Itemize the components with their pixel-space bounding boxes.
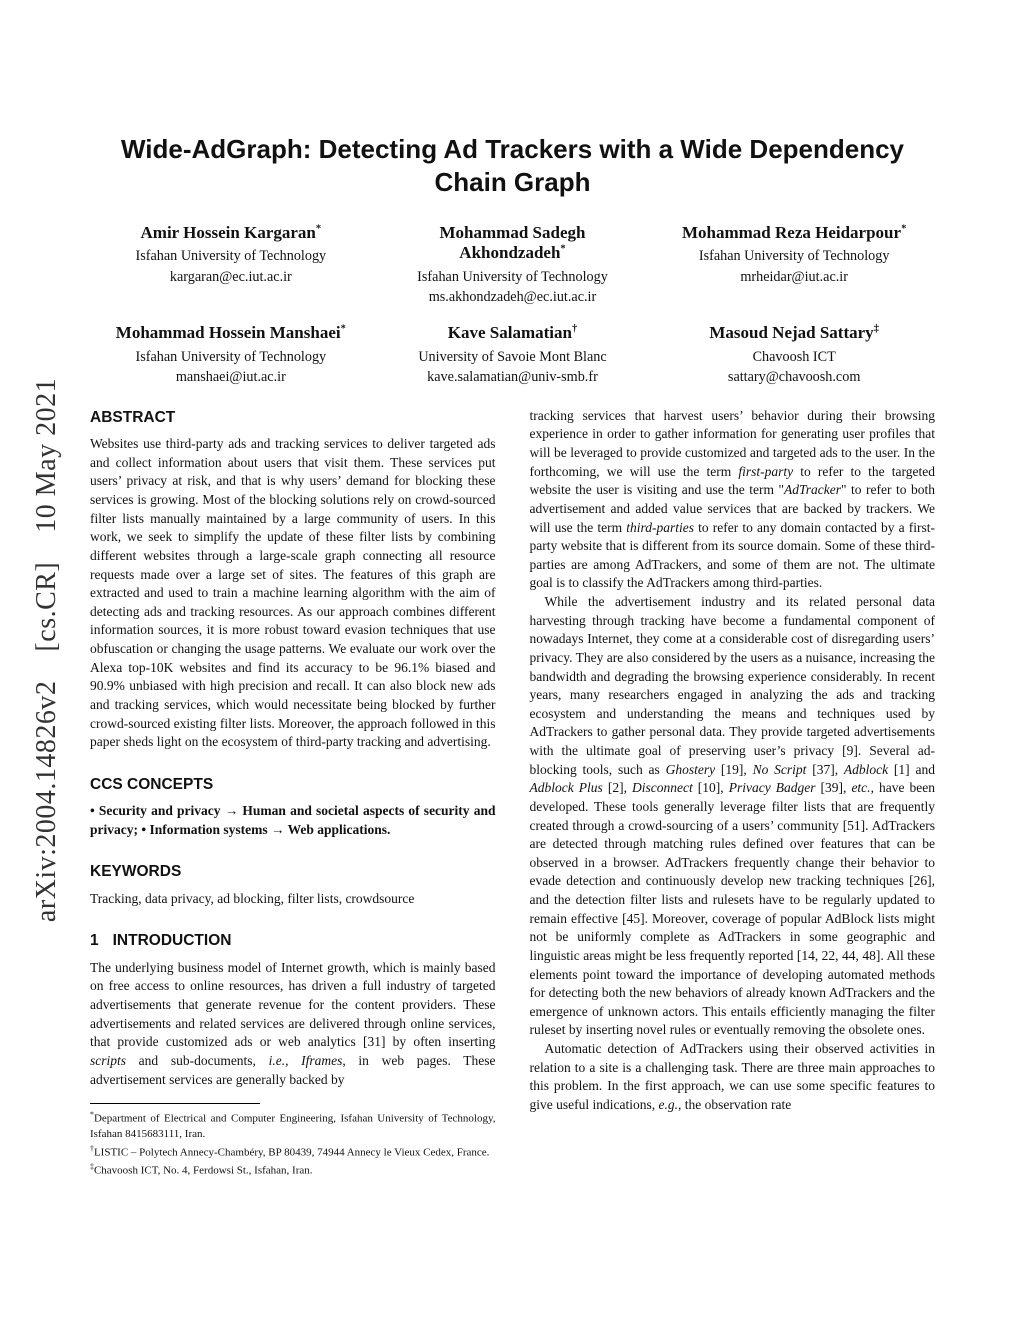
author-block-4 — [90, 323, 372, 387]
author-marker: * — [560, 243, 566, 255]
right-paragraph-1: tracking services that harvest users’ behavior during their browsing experience in order to gather information for generating user profiles that will be leveraged to provide customized and targeted ads to the user. In the forthcoming, we will use the term first-party to refer to the targeted website the user is visiting and use the term "AdTracker" to refer to both advertisement and added value services that are backed by trackers. We will use the term third-parties to refer to any domain contacted by a first-party website that is different from its source domain. Some of these third-parties are among AdTrackers, and some of them are not. The ultimate goal is to classify the AdTrackers among third-parties. — [529, 407, 935, 591]
footnote-chavoosh: ‡Chavoosh ICT, No. 4, Ferdowsi St., Isfahan, Iran. — [90, 1161, 313, 1177]
footnote-marker: ‡ — [90, 1161, 94, 1171]
introduction-heading — [90, 930, 496, 951]
ccs-concepts-text: • Security and privacy → Human and societal aspects of security and privacy; • Information systems → Web applications. — [90, 803, 496, 837]
author-affiliation: Chavoosh ICT — [752, 348, 836, 365]
author-block-1 — [90, 223, 372, 307]
author-marker: * — [901, 223, 907, 235]
author-email: manshaei@iut.ac.ir — [175, 368, 286, 385]
author-affiliation: Isfahan University of Technology — [698, 248, 890, 265]
footnote-listic: †LISTIC – Polytech Annecy-Chambéry, BP 80439, 74944 Annecy le Vieux Cedex, France. — [90, 1143, 490, 1159]
author-name: Mohammad Sadegh Akhondzadeh* — [439, 223, 586, 263]
author-name: Masoud Nejad Sattary‡ — [709, 323, 879, 343]
keywords-text: Tracking, data privacy, ad blocking, filter lists, crowdsource — [90, 890, 415, 906]
author-email: kargaran@ec.iut.ac.ir — [169, 268, 292, 285]
author-block-6 — [653, 323, 935, 387]
author-email: kave.salamatian@univ-smb.fr — [427, 368, 598, 385]
introduction-paragraph: The underlying business model of Internet growth, which is mainly based on free access to online resources, has driven a full industry of targeted advertisements that generate revenue for the content providers. These advertisements and related services are delivered through online services, that provide customized ads or web analytics [31] by often inserting scripts and sub-documents, i.e., Iframes, in web pages. These advertisement services are generally backed by — [90, 959, 496, 1087]
paper-title — [90, 133, 935, 199]
author-marker: † — [571, 323, 578, 335]
paper-title-line1: Wide-AdGraph: Detecting Ad Trackers with a Wide Dependency — [120, 134, 905, 164]
author-email: mrheidar@iut.ac.ir — [740, 268, 848, 285]
footnote-rule — [90, 1103, 260, 1104]
right-column — [530, 407, 936, 1179]
author-marker: * — [340, 323, 346, 335]
section-label: INTRODUCTION — [112, 932, 232, 950]
author-block-2 — [372, 223, 654, 307]
footnote-marker: * — [90, 1110, 94, 1120]
authors-grid — [90, 223, 935, 387]
author-affiliation: Isfahan University of Technology — [135, 348, 327, 365]
author-email: sattary@chavoosh.com — [727, 368, 861, 385]
footnote-marker: † — [90, 1143, 94, 1153]
abstract-heading: ABSTRACT — [90, 408, 176, 426]
author-marker: * — [315, 223, 322, 235]
paper-content — [90, 0, 935, 1179]
author-name: Mohammad Hossein Manshaei* — [115, 323, 346, 343]
author-affiliation: Isfahan University of Technology — [417, 268, 608, 285]
section-number: 1 — [90, 932, 99, 950]
abstract-text: Websites use third-party ads and tracking services to deliver targeted ads and collect information about users that visit them. These services put users’ privacy at risk, and that is why users’ demand for blocking these services is growing. Most of the blocking solutions rely on crowd-sourced filter lists manually maintained by a large community of users. In this work, we seek to simplify the update of these filter lists by combining different websites through a large-scale graph connecting all resource requests made over a large set of sites. The features of this graph are extracted and used to train a machine learning algorithm with the aim of detecting ads and tracking resources. As our approach combines different information sources, it is more robust toward evasion techniques that use obfuscation or changing the usage patterns. We evaluate our work over the Alexa top-10K websites and find its accuracy to be 96.1% biased and 90.9% unbiased with high precision and recall. It can also block new ads and tracking services, which would necessitate being blocked by further crowd-sourced existing filter lists. Moreover, the approach followed in this paper sheds light on the ecosystem of third-party tracking and advertising. — [90, 436, 496, 750]
author-name: Mohammad Reza Heidarpour* — [681, 223, 907, 243]
left-column — [90, 407, 496, 1179]
author-name: Amir Hossein Kargaran* — [140, 223, 322, 243]
author-block-3 — [653, 223, 935, 307]
two-column-body — [90, 407, 935, 1179]
author-affiliation: Isfahan University of Technology — [135, 248, 327, 265]
keywords-heading: KEYWORDS — [90, 863, 182, 881]
footnote-affiliation: *Department of Electrical and Computer Engineering, Isfahan University of Technology, Isfahan 8415683111, Iran. — [90, 1110, 496, 1141]
author-affiliation: University of Savoie Mont Blanc — [418, 348, 607, 365]
author-block-5 — [372, 323, 654, 387]
arxiv-watermark: arXiv:2004.14826v2 [cs.CR] 10 May 2021 — [31, 377, 62, 923]
footnotes-block — [90, 1103, 496, 1179]
right-paragraph-3: Automatic detection of AdTrackers using their observed activities in relation to a site is a challenging task. There are three main approaches to this problem. In the first approach, we can use some specific features to give useful indications, e.g., the observation rate — [529, 1041, 935, 1112]
paper-title-line2: Chain Graph — [434, 167, 591, 198]
author-name: Kave Salamatian† — [447, 323, 578, 343]
right-paragraph-2: While the advertisement industry and its related personal data harvesting through tracking have become a fundamental component of nowadays Internet, they come at a considerable cost of disregarding users’ privacy. They are also considered by the users as a nuisance, increasing the bandwidth and degrading the browsing experience considerably. In recent years, many researchers engaged in analyzing the ads and tracking ecosystem and understanding the means and techniques used by AdTrackers to gather personal data. They provide targeted advertisements with the ultimate goal of preserving user’s privacy [9]. Several ad-blocking tools, such as Ghostery [19], No Script [37], Adblock [1] and Adblock Plus [2], Disconnect [10], Privacy Badger [39], etc., have been developed. These tools generally leverage filter lists that are frequently created through a crowd-sourcing of a users’ community [51]. AdTrackers are detected through matching rules defined over features that can be observed in a browser. AdTrackers frequently change their behavior to evade detection and continuously develop new tracking techniques [26], and the detection filter lists and rulesets have to be regularly updated to remain effective [45]. Moreover, coverage of popular AdBlock lists might not be uniformly complete as AdTrackers in some geographic and linguistic areas might be less frequently reported [14, 22, 44, 48]. All these elements point toward the importance of developing automated methods for detecting both the new behaviors of already known AdTrackers and the emergence of unknown actors. This entails efficiently managing the filter ruleset by inserting novel rules or eventually removing the obsolete ones. — [529, 594, 935, 1038]
ccs-concepts-heading: CCS CONCEPTS — [90, 775, 214, 793]
author-marker: ‡ — [873, 323, 879, 335]
author-email: ms.akhondzadeh@ec.iut.ac.ir — [428, 288, 597, 305]
